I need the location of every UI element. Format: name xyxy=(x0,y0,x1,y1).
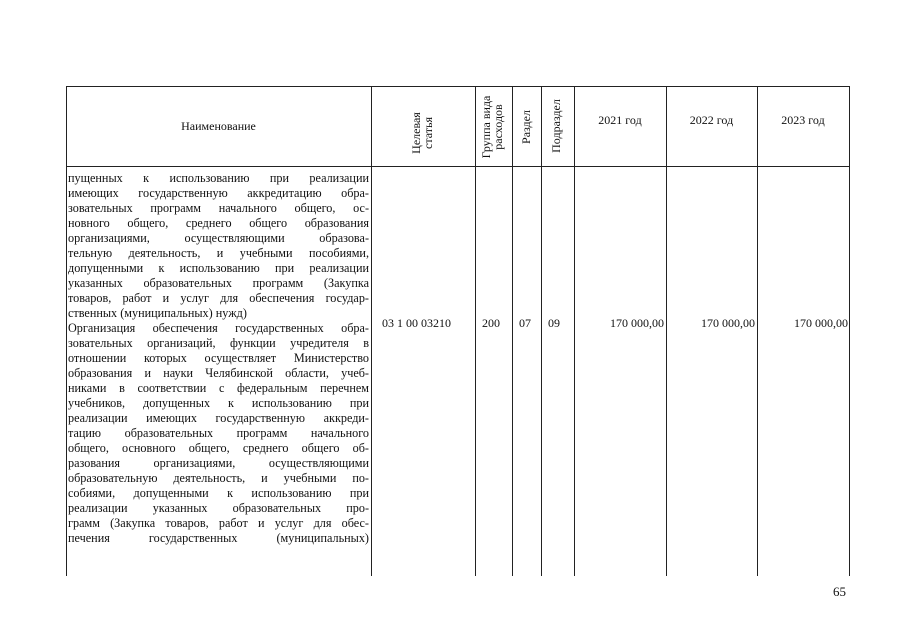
header-target-article xyxy=(410,103,436,163)
table-right-border xyxy=(849,86,850,576)
header-target-article-line2: статья xyxy=(421,117,435,149)
header-expense-group-line2: расходов xyxy=(491,104,505,150)
budget-table xyxy=(66,86,850,576)
name-line: образования и науки Челябинской области, учеб- xyxy=(68,366,369,380)
cell-expense-group: 200 xyxy=(482,316,500,330)
col-divider-5 xyxy=(574,86,575,576)
name-line: отношении которых осуществляет Министерство xyxy=(68,351,369,365)
name-line: зовательных программ начального общего, ос- xyxy=(68,201,369,215)
name-line: разования организациями, осуществляющими xyxy=(68,456,369,470)
name-line: реализации имеющих государственную аккреди- xyxy=(68,411,369,425)
name-line: образовательную деятельность, и учебными по- xyxy=(68,471,369,485)
header-bottom-border xyxy=(66,166,850,167)
name-line: указанных образовательных программ (Закупка xyxy=(68,276,369,290)
name-line: Организация обеспечения государственных обра- xyxy=(68,321,369,335)
name-line: собиями, допущенными к использованию при xyxy=(68,486,369,500)
header-2022: 2022 год xyxy=(689,113,734,127)
table-left-border xyxy=(66,86,67,576)
col-divider-3 xyxy=(512,86,513,576)
header-expense-group xyxy=(480,89,508,165)
name-line: реализации указанных образовательных про- xyxy=(68,501,369,515)
header-name: Наименование xyxy=(181,119,256,133)
header-subsection: Подраздел xyxy=(549,99,563,153)
name-line: грамм (Закупка товаров, работ и услуг для обес- xyxy=(68,516,369,530)
name-line: учебников, допущенных к использованию при xyxy=(68,396,369,410)
name-cell xyxy=(68,171,369,546)
name-line: зовательных организаций, функции учредителя в xyxy=(68,336,369,350)
cell-2022: 170 000,00 xyxy=(701,316,755,330)
page-number: 65 xyxy=(833,584,846,599)
name-line: пущенных к использованию при реализации xyxy=(68,171,369,185)
header-2023: 2023 год xyxy=(781,113,825,127)
name-line: тельную деятельность, и учебными пособиями, xyxy=(68,246,369,260)
cell-2023: 170 000,00 xyxy=(794,316,848,330)
col-divider-2 xyxy=(475,86,476,576)
header-2021: 2021 год xyxy=(598,113,642,127)
name-line: товаров, работ и услуг для обеспечения государ- xyxy=(68,291,369,305)
cell-section: 07 xyxy=(519,316,531,330)
table-top-border xyxy=(66,86,850,87)
name-line: допущенными к использованию при реализации xyxy=(68,261,369,275)
header-section: Раздел xyxy=(519,110,533,144)
name-line: никами в соответствии с федеральным перечнем xyxy=(68,381,369,395)
col-divider-4 xyxy=(541,86,542,576)
name-line: тацию образовательных программ начального xyxy=(68,426,369,440)
header-expense-group-line1: Группа вида xyxy=(479,95,493,159)
name-line: печения государственных (муниципальных) xyxy=(68,531,369,545)
cell-subsection: 09 xyxy=(548,316,560,330)
name-line: общего, основного общего, среднего общего об- xyxy=(68,441,369,455)
name-line: ственных (муниципальных) нужд) xyxy=(68,306,247,320)
col-divider-6 xyxy=(666,86,667,576)
name-line: имеющих государственную аккредитацию обра- xyxy=(68,186,369,200)
header-target-article-line1: Целевая xyxy=(409,112,423,154)
name-line: организациями, осуществляющими образова- xyxy=(68,231,369,245)
cell-2021: 170 000,00 xyxy=(610,316,664,330)
col-divider-7 xyxy=(757,86,758,576)
name-line: новного общего, среднего общего образования xyxy=(68,216,369,230)
cell-target-article: 03 1 00 03210 xyxy=(382,316,451,330)
col-divider-1 xyxy=(371,86,372,576)
